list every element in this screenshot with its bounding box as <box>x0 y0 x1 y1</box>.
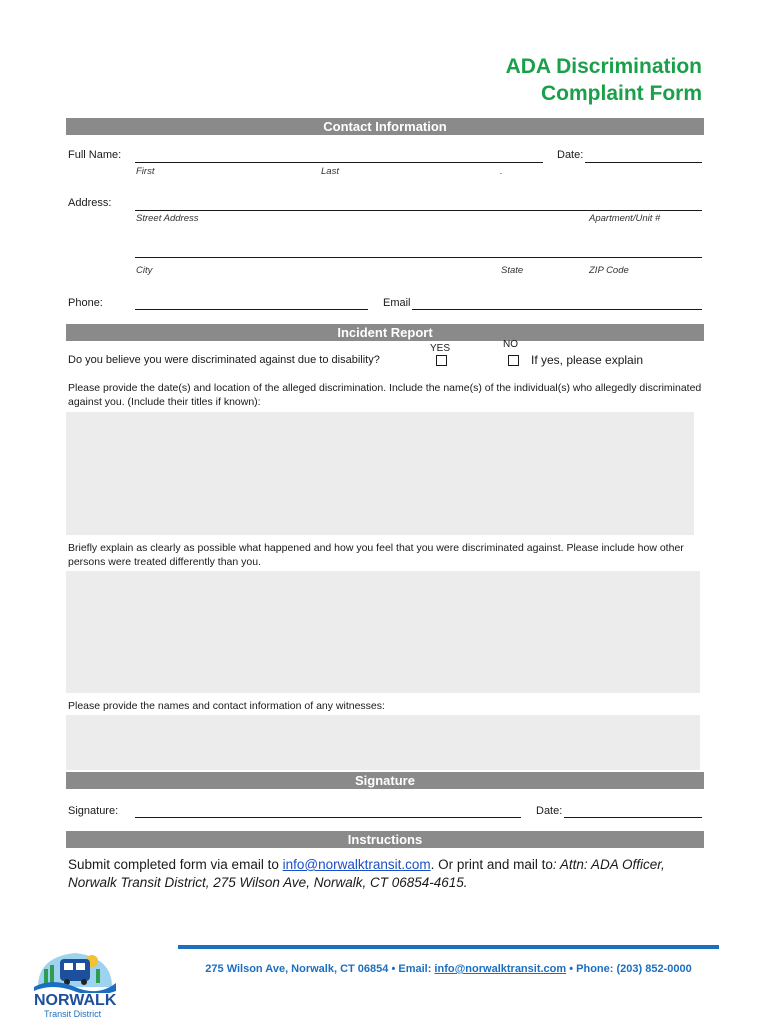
email-label: Email <box>383 297 411 309</box>
dates-location-textarea[interactable] <box>66 412 694 535</box>
form-title <box>506 53 702 107</box>
yes-label: YES <box>430 343 451 354</box>
witnesses-prompt: Please provide the names and contact information of any witnesses: <box>68 700 385 712</box>
full-name-field[interactable] <box>135 162 543 163</box>
instructions-attn: : Attn: ADA Officer, Norwalk Transit District, 275 Wilson Ave, Norwalk, CT 06854-4615. <box>68 857 665 890</box>
last-sublabel: Last <box>321 166 339 177</box>
norwalk-logo <box>30 947 120 1022</box>
apt-sublabel: Apartment/Unit # <box>589 213 661 224</box>
first-sublabel: First <box>136 166 155 177</box>
phone-field[interactable] <box>135 309 368 310</box>
no-checkbox[interactable] <box>508 355 519 366</box>
footer-address: 275 Wilson Ave, Norwalk, CT 06854 • Email: <box>205 963 435 975</box>
phone-label: Phone: <box>68 297 103 309</box>
yes-checkbox[interactable] <box>436 355 447 366</box>
signature-label: Signature: <box>68 805 119 817</box>
no-label: NO <box>503 339 518 350</box>
form-title-line1: ADA Discrimination <box>505 55 702 78</box>
instructions-email-link[interactable]: info@norwalktransit.com <box>282 857 431 872</box>
footer-contact <box>178 963 719 975</box>
explanation-prompt: Briefly explain as clearly as possible what happened and how you feel that you were discriminated against. Please include how other persons were treated differently than you. <box>68 542 684 568</box>
witnesses-textarea[interactable] <box>66 715 700 770</box>
explanation-textarea[interactable] <box>66 571 700 693</box>
logo-name: NORWALK <box>34 992 117 1009</box>
section-header-contact: Contact Information <box>66 118 704 135</box>
form-title-line2: Complaint Form <box>541 82 702 105</box>
instructions-pre: Submit completed form via email to <box>68 857 283 872</box>
footer-phone: • Phone: (203) 852-0000 <box>566 963 692 975</box>
explain-label: If yes, please explain <box>531 353 644 367</box>
instructions-text <box>68 856 702 892</box>
footer-email-link[interactable]: info@norwalktransit.com <box>434 963 567 975</box>
zip-sublabel: ZIP Code <box>589 265 629 276</box>
footer-rule <box>178 945 719 949</box>
signature-date-label: Date: <box>536 805 563 817</box>
dates-location-prompt: Please provide the date(s) and location of the alleged discrimination. Include the name(s) of the individual(s) who allegedly discriminated against you. (Include their titles if known): <box>68 382 702 408</box>
section-header-incident: Incident Report <box>66 324 704 341</box>
norwalk-bus-wave-logo-icon <box>30 947 120 993</box>
address-label: Address: <box>68 197 112 209</box>
section-header-instructions: Instructions <box>66 831 704 848</box>
section-header-signature: Signature <box>66 772 704 789</box>
dot-mark: . <box>500 166 503 177</box>
signature-date-field[interactable] <box>564 817 702 818</box>
street-sublabel: Street Address <box>136 213 199 224</box>
instructions-mid: . Or print and mail to <box>430 857 553 872</box>
street-address-field[interactable] <box>135 210 702 211</box>
full-name-label: Full Name: <box>68 149 122 161</box>
date-field[interactable] <box>585 162 702 163</box>
city-sublabel: City <box>136 265 153 276</box>
email-field[interactable] <box>412 309 702 310</box>
disability-question: Do you believe you were discriminated against due to disability? <box>68 354 380 366</box>
state-sublabel: State <box>501 265 524 276</box>
date-label: Date: <box>557 149 584 161</box>
signature-field[interactable] <box>135 817 521 818</box>
logo-tagline: Transit District <box>44 1009 102 1019</box>
city-state-zip-field[interactable] <box>135 257 702 258</box>
